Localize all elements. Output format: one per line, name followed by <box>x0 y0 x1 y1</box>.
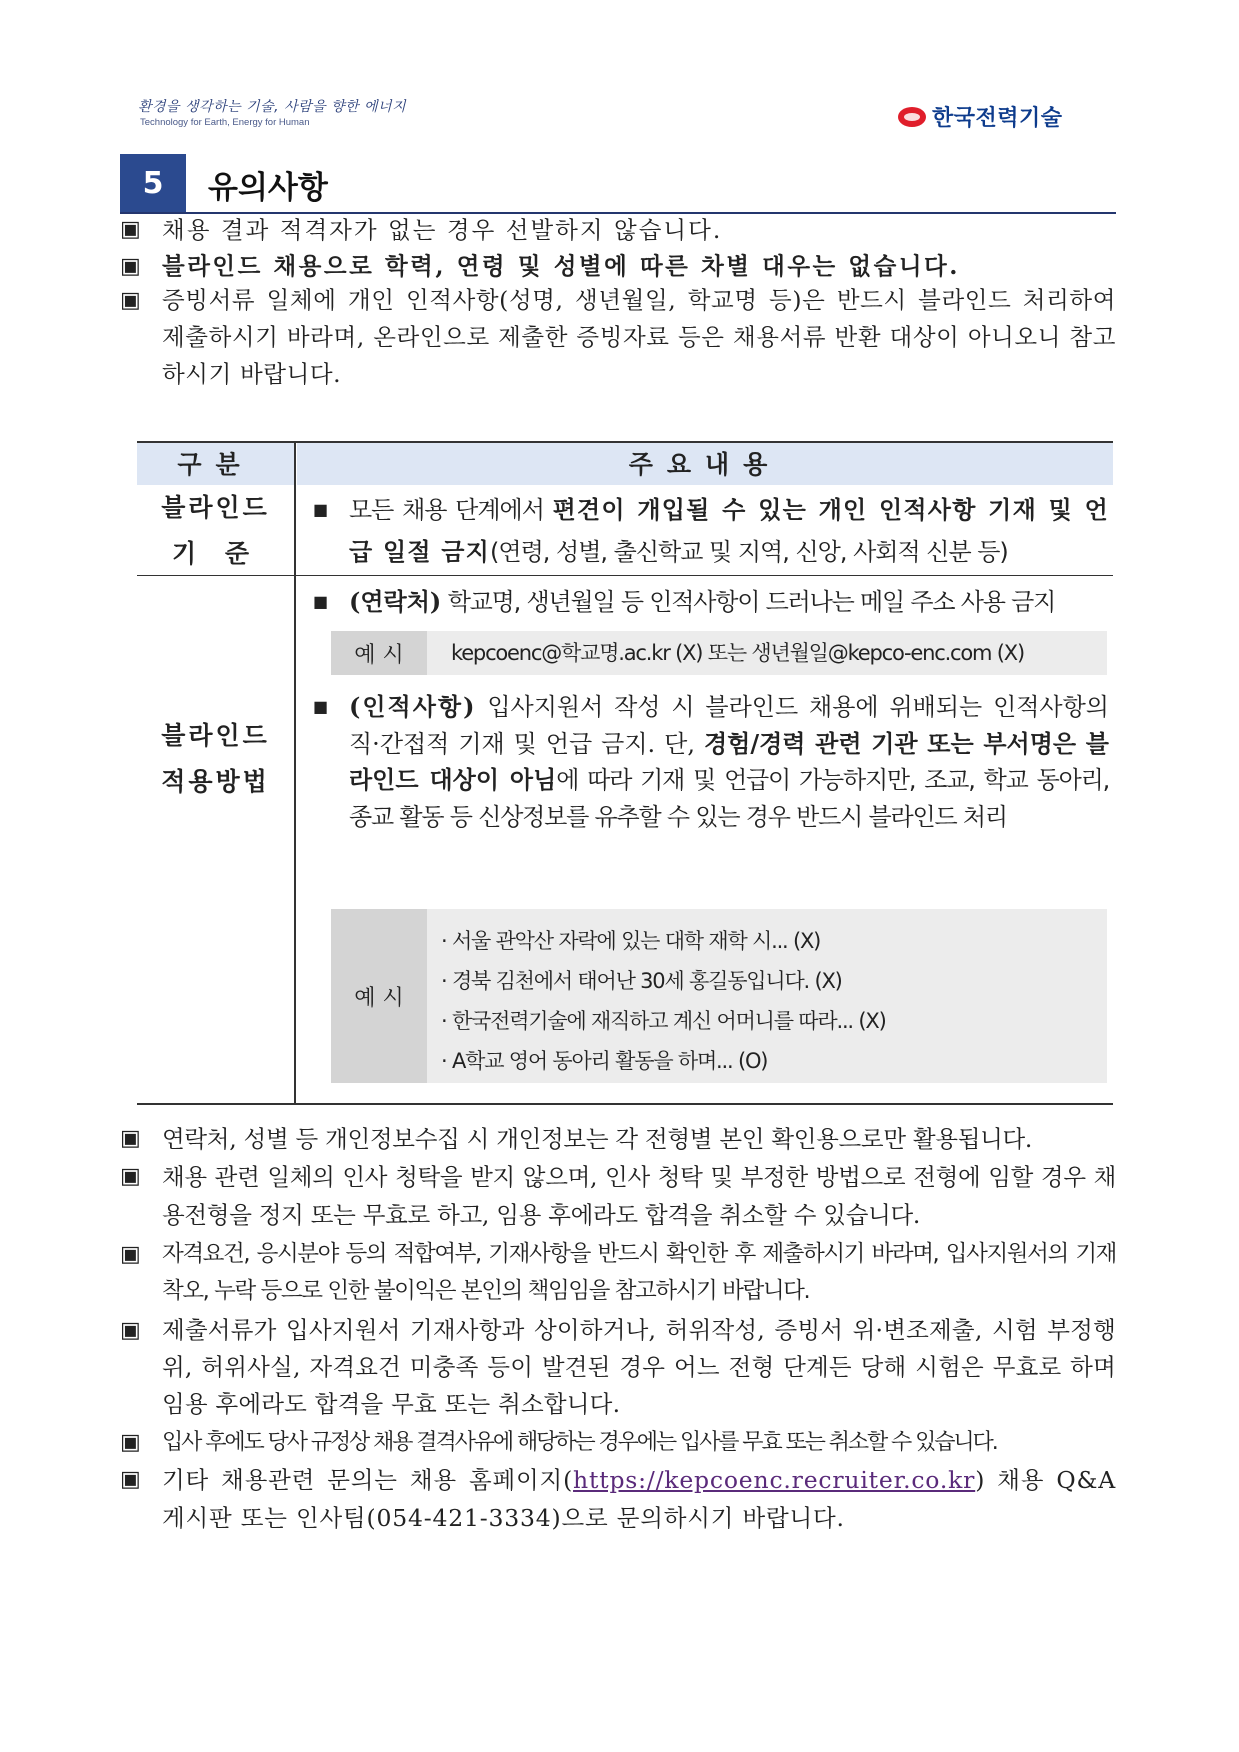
personal-bold: 경험/경력 관련 기관 또는 부서명은 블라인드 대상이 아님 <box>349 728 1109 794</box>
checkbox-bullet-icon: ▣ <box>120 1126 141 1151</box>
notice-text: 입사 후에도 당사 규정상 채용 결격사유에 해당하는 경우에는 입사를 무효 또는 취소할 수 있습니다. <box>162 1430 997 1455</box>
section-title-bar <box>120 154 1116 214</box>
notice-item-5 <box>120 1424 1116 1461</box>
example-label: 예 시 <box>331 909 427 1083</box>
row1-post: (연령, 성별, 출신학교 및 지역, 신앙, 사회적 신분 등) <box>490 538 1008 566</box>
notice-item-3 <box>120 1236 1116 1310</box>
row1-category <box>137 485 294 577</box>
intro-text: 블라인드 채용으로 학력, 연령 및 성별에 따른 차별 대우는 없습니다. <box>162 252 960 280</box>
square-bullet-icon: ■ <box>313 697 329 716</box>
intro-text: 증빙서류 일체에 개인 인적사항(성명, 생년월일, 학교명 등)은 반드시 블라인드 처리하여 제출하시기 바라며, 온라인으로 제출한 증빙자료 등은 채용서류 반환 대상이 아니오니 참고하시기 바랍니다. <box>162 286 1116 388</box>
contact-label: (연락처) <box>349 587 442 616</box>
example-label: 예 시 <box>331 631 427 675</box>
square-bullet-icon: ■ <box>313 500 329 519</box>
table-header-category: 구분 <box>177 450 254 479</box>
personal-label: (인적사항) <box>349 692 477 721</box>
checkbox-bullet-icon: ▣ <box>120 1430 141 1455</box>
example-line: · 경북 김천에서 태어난 30세 홍길동입니다. (X) <box>441 969 842 993</box>
contact-pre: 기타 채용관련 문의는 채용 홈페이지( <box>162 1466 574 1494</box>
row2-category <box>137 713 294 805</box>
square-bullet-icon: ■ <box>313 592 329 611</box>
contact-post: ) 채용 Q&A 게시판 또는 인사팀(054-421-3334)으로 문의하시기 바랍니다. <box>162 1466 1116 1532</box>
row1-category-line1: 블라인드 <box>161 493 270 522</box>
checkbox-bullet-icon: ▣ <box>120 217 141 242</box>
intro-item-2 <box>120 246 1116 286</box>
section-title: 유의사항 <box>208 170 328 206</box>
notice-contact <box>120 1461 1116 1537</box>
notice-item-2 <box>120 1158 1116 1234</box>
row1-category-line2: 기 준 <box>171 539 259 568</box>
company-name: 한국전력기술 <box>932 106 1063 131</box>
example-line: · 서울 관악산 자락에 있는 대학 재학 시... (X) <box>441 929 821 953</box>
personal-text-2: 에 따라 기재 및 언급이 가능하지만, 조교, 학교 동아리, 종교 활동 등 신상정보를 유추할 수 있는 경우 반드시 블라인드 처리 <box>349 766 1109 831</box>
notice-item-1 <box>120 1120 1116 1158</box>
recruit-homepage-link[interactable]: https://kepcoenc.recruiter.co.kr <box>573 1466 976 1494</box>
example-box-email <box>331 631 1107 675</box>
checkbox-bullet-icon: ▣ <box>120 1318 141 1343</box>
table-bottom-border <box>137 1103 1113 1105</box>
row2-item-personal <box>313 689 1109 835</box>
checkbox-bullet-icon: ▣ <box>120 1467 141 1492</box>
contact-text: 학교명, 생년월일 등 인적사항이 드러나는 메일 주소 사용 금지 <box>441 588 1056 616</box>
blind-recruitment-table <box>137 441 1113 1105</box>
example-box-personal <box>331 909 1107 1083</box>
row2-item-contact <box>313 581 1109 623</box>
checkbox-bullet-icon: ▣ <box>120 1242 141 1267</box>
checkbox-bullet-icon: ▣ <box>120 1164 141 1189</box>
example-line: · A학교 영어 동아리 활동을 하며... (O) <box>441 1049 768 1073</box>
notice-text: 자격요건, 응시분야 등의 적합여부, 기재사항을 반드시 확인한 후 제출하시기 바라며, 입사지원서의 기재착오, 누락 등으로 인한 불이익은 본인의 책임임을 참고하시기 바랍니다. <box>162 1241 1116 1304</box>
row2-category-line1: 블라인드 <box>161 721 270 750</box>
checkbox-bullet-icon: ▣ <box>120 288 141 313</box>
slogan-english: Technology for Earth, Energy for Human <box>140 117 310 128</box>
notice-text: 채용 관련 일체의 인사 청탁을 받지 않으며, 인사 청탁 및 부정한 방법으로 전형에 임할 경우 채용전형을 정지 또는 무효로 하고, 임용 후에라도 합격을 취소할 수 있습니다. <box>162 1163 1116 1229</box>
row2-category-line2: 적용방법 <box>161 767 270 796</box>
logo-mark-icon <box>898 107 926 127</box>
company-logo <box>898 101 1063 132</box>
personal-text-1: 입사지원서 작성 시 블라인드 채용에 위배되는 인적사항의 직·간접적 기재 및 언급 금지. 단, <box>349 693 1109 758</box>
example-list <box>441 921 886 1081</box>
intro-text: 채용 결과 적격자가 없는 경우 선발하지 않습니다. <box>162 216 723 244</box>
notice-text: 제출서류가 입사지원서 기재사항과 상이하거나, 허위작성, 증빙서 위·변조제출, 시험 부정행위, 허위사실, 자격요건 미충족 등이 발견된 경우 어느 전형 단계든 당해 시험은 무효로 하며 임용 후에라도 합격을 무효 또는 취소합니다. <box>162 1316 1116 1418</box>
row1-pre: 모든 채용 단계에서 <box>349 496 553 524</box>
intro-item-1 <box>120 210 1116 250</box>
notice-text: 연락처, 성별 등 개인정보수집 시 개인정보는 각 전형별 본인 확인용으로만 활용됩니다. <box>162 1125 1033 1153</box>
intro-item-3 <box>120 282 1116 393</box>
example-line: · 한국전력기술에 재직하고 계신 어머니를 따라... (X) <box>441 1009 886 1033</box>
checkbox-bullet-icon: ▣ <box>120 253 141 279</box>
slogan-korean: 환경을 생각하는 기술, 사람을 향한 에너지 <box>138 99 407 115</box>
table-column-divider <box>294 441 296 1105</box>
section-number: 5 <box>120 154 186 212</box>
table-header-content: 주요내용 <box>628 450 782 479</box>
example-email-text: kepcoenc@학교명.ac.kr (X) 또는 생년월일@kepco-enc.com (X) <box>451 641 1024 665</box>
page-header <box>0 0 1239 140</box>
row1-content <box>313 489 1109 573</box>
row1-bold: 편견이 개입될 수 있는 개인 인적사항 기재 및 언급 일절 금지 <box>349 495 1109 566</box>
notice-item-4 <box>120 1312 1116 1423</box>
